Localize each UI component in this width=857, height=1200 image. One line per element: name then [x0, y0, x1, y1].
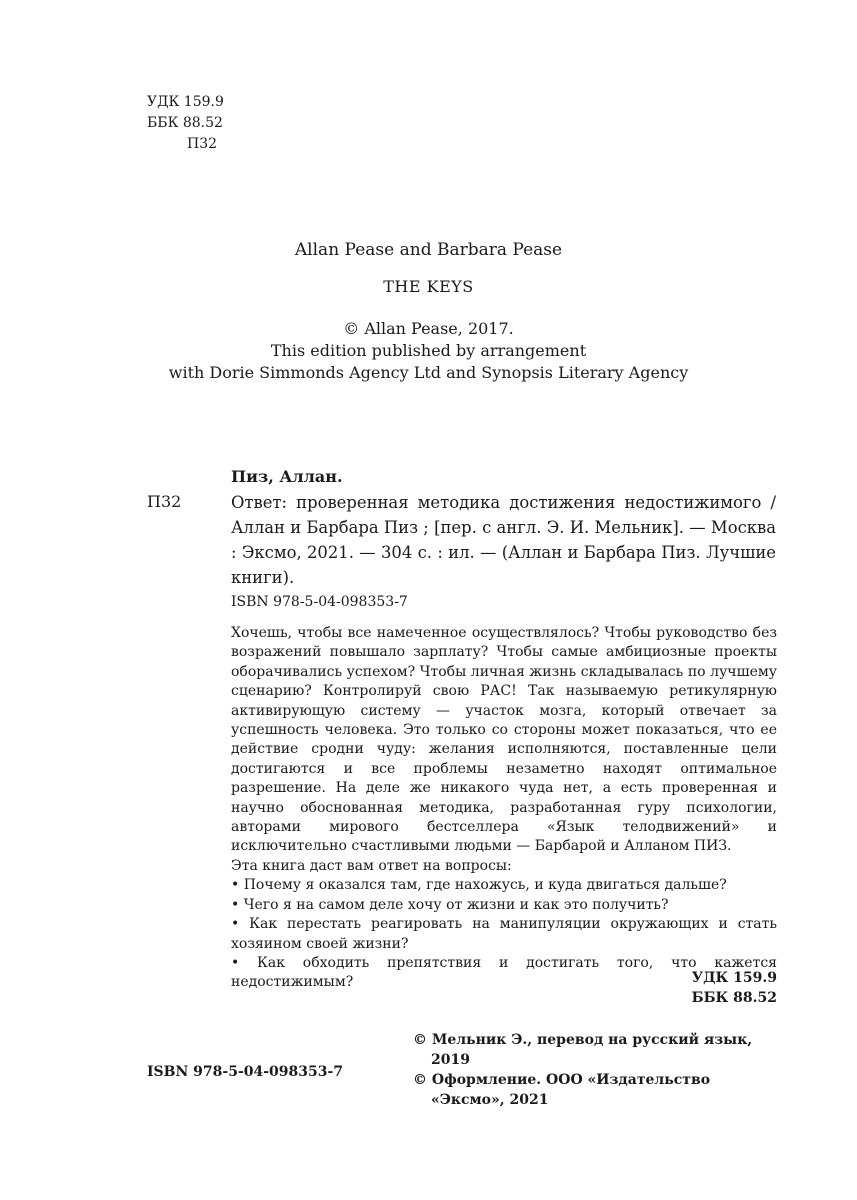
- annotation-question: • Как перестать реагировать на манипуляции окружающих и стать хозяином своей жизни?: [231, 916, 777, 952]
- original-authors: Allan Pease and Barbara Pease: [294, 240, 563, 260]
- bbk-code: ББК 88.52: [147, 115, 223, 131]
- original-copyright: © Allan Pease, 2017.: [343, 319, 514, 338]
- annotation-question: • Почему я оказался там, где нахожусь, и куда двигаться дальше?: [231, 877, 727, 894]
- bottom-classification: [692, 968, 777, 1008]
- original-title: THE KEYS: [383, 277, 474, 296]
- bottom-isbn: ISBN 978-5-04-098353-7: [147, 1064, 344, 1080]
- annotation: [231, 624, 777, 993]
- bottom-udk: УДК 159.9: [691, 970, 777, 986]
- classification-codes: [147, 92, 224, 155]
- bottom-bbk: ББК 88.52: [691, 990, 777, 1006]
- udk-code: УДК 159.9: [147, 94, 224, 110]
- bibliographic-author: Пиз, Аллан.: [231, 467, 343, 486]
- author-mark: П32: [187, 136, 218, 152]
- annotation-intro: Эта книга даст вам ответ на вопросы:: [231, 857, 512, 874]
- copyright-block: [413, 1030, 778, 1110]
- bibliographic-code: П32: [147, 492, 182, 511]
- arrangement-line-2: with Dorie Simmonds Agency Ltd and Synopsis Literary Agency: [168, 363, 689, 382]
- bibliographic-description: Ответ: проверенная методика достижения недостижимого / Аллан и Барбара Пиз ; [пер. с англ. Э. И. Мельник]. — Москва : Эксмо, 2021. — 304 с. : ил. — (Аллан и Барбара Пиз. Лучшие книги).: [231, 493, 776, 587]
- annotation-paragraph: Хочешь, чтобы все намеченное осуществлялось? Чтобы руководство без возражений повышало зарплату? Чтобы самые амбициозные проекты оборачивались успехом? Чтобы личная жизнь складывалась по лучшему сценарию? Контролируй свою РАС! Так называемую ретикулярную активирующую систему — участок мозга, который отвечает за успешность человека. Это только со стороны может показаться, что ее действие сродни чуду: желания исполняются, поставленные цели достигаются и все проблемы незаметно находят оптимальное разрешение. На деле же никакого чуда нет, а есть проверенная и научно обоснованная методика, разработанная гуру психологии, авторами мирового бестселлера «Язык телодвижений» и исключительно счастливыми людьми — Барбарой и Алланом ПИЗ.: [231, 625, 777, 855]
- translation-copyright: © Мельник Э., перевод на русский язык, 2019: [413, 1032, 753, 1068]
- design-copyright: © Оформление. ООО «Издательство «Эксмо», 2021: [413, 1072, 711, 1108]
- rights-block: [0, 318, 857, 384]
- bibliographic-isbn: ISBN 978-5-04-098353-7: [231, 594, 408, 610]
- annotation-question: • Чего я на самом деле хочу от жизни и как это получить?: [231, 896, 669, 913]
- arrangement-line-1: This edition published by arrangement: [270, 341, 587, 360]
- annotation-question: • Как обходить препятствия и достигать того, что кажется недостижимым?: [231, 954, 777, 991]
